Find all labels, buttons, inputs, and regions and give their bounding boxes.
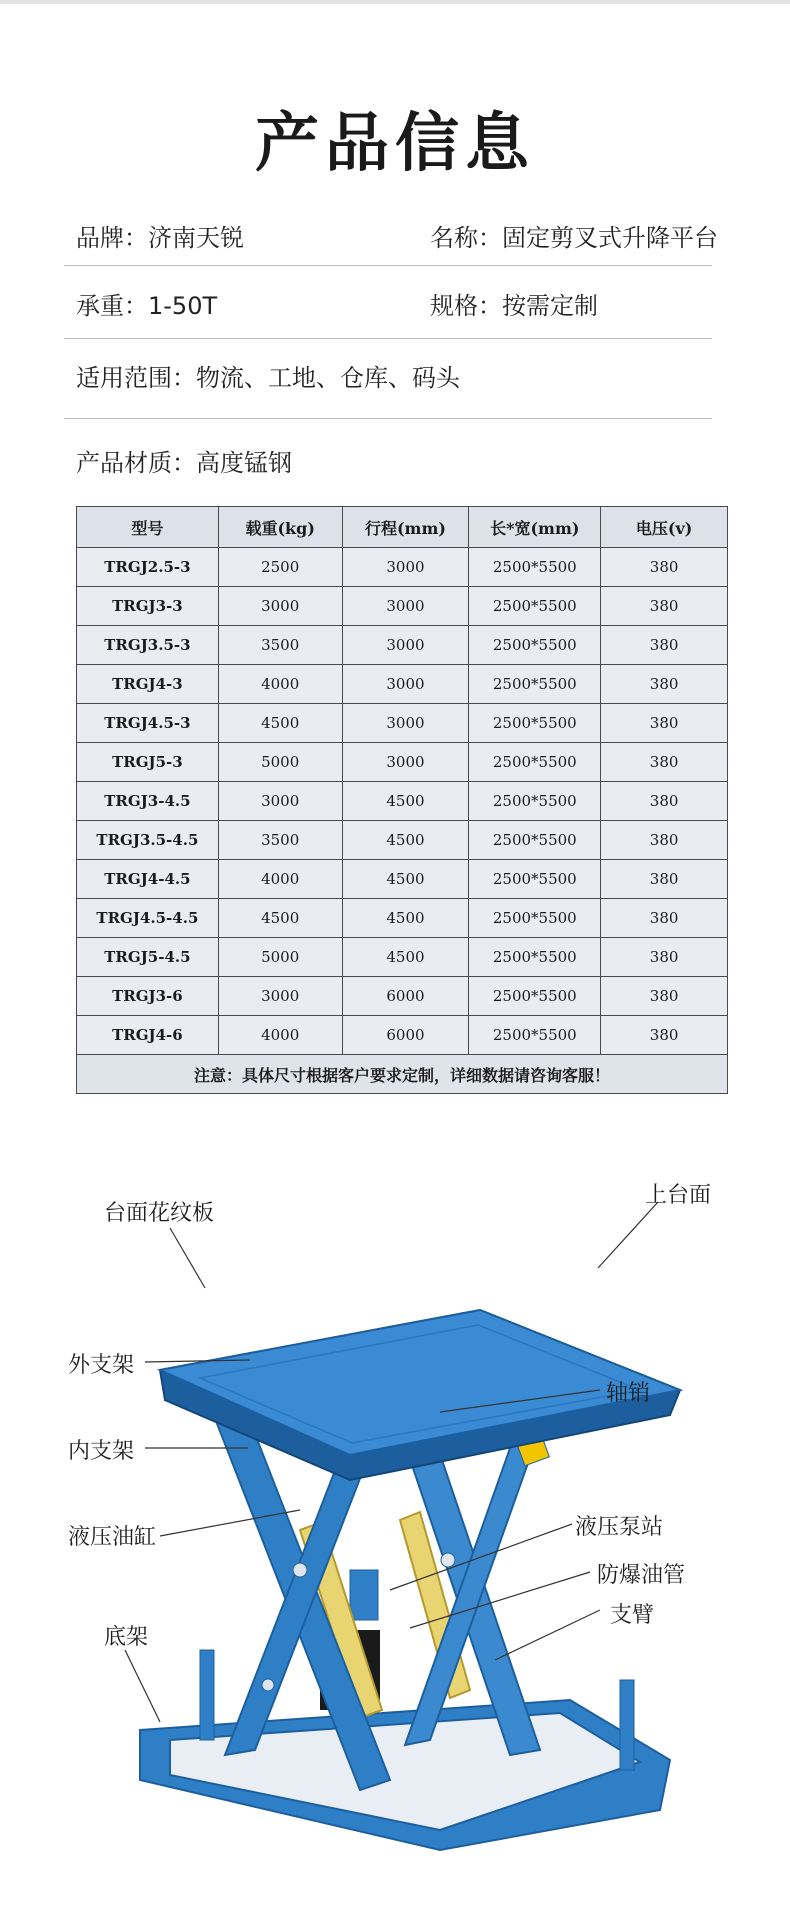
table-row: [77, 782, 728, 821]
cell-size: 2500*5500: [469, 1016, 601, 1055]
product-diagram: [0, 1150, 790, 1910]
info-row-material: [64, 443, 744, 483]
material-text: 产品材质：高度锰钢: [76, 449, 292, 477]
cell-voltage: 380: [601, 704, 728, 743]
table-row: [77, 899, 728, 938]
info-row-load: [64, 286, 744, 326]
base-post-right: [620, 1680, 634, 1770]
cell-stroke: 4500: [342, 821, 469, 860]
cell-model: TRGJ4.5-4.5: [77, 899, 219, 938]
cell-model: TRGJ4-4.5: [77, 860, 219, 899]
table-row: [77, 821, 728, 860]
info-row-brand: [64, 218, 744, 258]
top-divider-bar: [0, 0, 790, 4]
cell-load: 4000: [218, 665, 342, 704]
table-row: [77, 587, 728, 626]
cell-load: 4500: [218, 899, 342, 938]
table-row: [77, 860, 728, 899]
pin-joint: [441, 1553, 455, 1567]
label-arm: 支臂: [610, 1603, 655, 1628]
cell-size: 2500*5500: [469, 782, 601, 821]
cell-size: 2500*5500: [469, 860, 601, 899]
cell-load: 2500: [218, 548, 342, 587]
cell-size: 2500*5500: [469, 548, 601, 587]
cell-voltage: 380: [601, 743, 728, 782]
table-row: [77, 626, 728, 665]
cell-load: 3000: [218, 977, 342, 1016]
cell-size: 2500*5500: [469, 977, 601, 1016]
cell-model: TRGJ3-4.5: [77, 782, 219, 821]
cell-stroke: 3000: [342, 743, 469, 782]
header-stroke: 行程(mm): [342, 507, 469, 548]
spec-text: 规格：按需定制: [430, 292, 598, 320]
cell-stroke: 4500: [342, 782, 469, 821]
cell-size: 2500*5500: [469, 938, 601, 977]
cell-stroke: 6000: [342, 1016, 469, 1055]
table-row: [77, 977, 728, 1016]
cell-voltage: 380: [601, 665, 728, 704]
base-post-left: [200, 1650, 214, 1740]
table-row: [77, 743, 728, 782]
cell-load: 4500: [218, 704, 342, 743]
cell-stroke: 4500: [342, 899, 469, 938]
cell-stroke: 4500: [342, 938, 469, 977]
cell-size: 2500*5500: [469, 704, 601, 743]
cell-voltage: 380: [601, 860, 728, 899]
cell-load: 3000: [218, 587, 342, 626]
cell-load: 5000: [218, 938, 342, 977]
cell-model: TRGJ4-3: [77, 665, 219, 704]
cell-size: 2500*5500: [469, 743, 601, 782]
header-model: 型号: [77, 507, 219, 548]
header-load: 载重(kg): [218, 507, 342, 548]
cell-load: 4000: [218, 1016, 342, 1055]
label-outer-frame: 外支架: [68, 1353, 135, 1378]
table-row: [77, 938, 728, 977]
info-row-scope: [64, 358, 744, 398]
cell-size: 2500*5500: [469, 821, 601, 860]
pin-joint: [262, 1679, 274, 1691]
load-text: 承重：1-50T: [76, 292, 218, 320]
table-row: [77, 548, 728, 587]
cell-voltage: 380: [601, 938, 728, 977]
label-cylinder: 液压油缸: [68, 1525, 157, 1550]
cell-voltage: 380: [601, 782, 728, 821]
cell-voltage: 380: [601, 626, 728, 665]
table-row: [77, 665, 728, 704]
page-title: 产品信息: [255, 107, 535, 181]
cell-voltage: 380: [601, 899, 728, 938]
cell-voltage: 380: [601, 548, 728, 587]
table-note-row: [77, 1055, 728, 1094]
cell-model: TRGJ5-3: [77, 743, 219, 782]
cell-voltage: 380: [601, 1016, 728, 1055]
cell-stroke: 4500: [342, 860, 469, 899]
table-note: 注意：具体尺寸根据客户要求定制，详细数据请咨询客服！: [77, 1055, 728, 1094]
label-pump-station: 液压泵站: [575, 1515, 664, 1540]
cell-voltage: 380: [601, 587, 728, 626]
cell-model: TRGJ4.5-3: [77, 704, 219, 743]
label-deck-plate: 台面花纹板: [104, 1201, 215, 1226]
cell-stroke: 3000: [342, 548, 469, 587]
header-size: 长*宽(mm): [469, 507, 601, 548]
table-body: [77, 548, 728, 1055]
cell-size: 2500*5500: [469, 899, 601, 938]
cell-stroke: 3000: [342, 626, 469, 665]
header-voltage: 电压(v): [601, 507, 728, 548]
cell-size: 2500*5500: [469, 626, 601, 665]
cell-model: TRGJ5-4.5: [77, 938, 219, 977]
cell-model: TRGJ3.5-4.5: [77, 821, 219, 860]
table-row: [77, 1016, 728, 1055]
cell-load: 3000: [218, 782, 342, 821]
label-pin: 轴销: [606, 1381, 651, 1406]
cell-stroke: 3000: [342, 704, 469, 743]
label-hose: 防爆油管: [597, 1563, 686, 1588]
cell-model: TRGJ3-3: [77, 587, 219, 626]
pin-joint: [293, 1563, 307, 1577]
cell-size: 2500*5500: [469, 587, 601, 626]
divider: [64, 265, 712, 266]
cell-load: 5000: [218, 743, 342, 782]
cell-stroke: 3000: [342, 665, 469, 704]
cell-model: TRGJ2.5-3: [77, 548, 219, 587]
cell-voltage: 380: [601, 821, 728, 860]
cell-model: TRGJ3-6: [77, 977, 219, 1016]
cell-model: TRGJ4-6: [77, 1016, 219, 1055]
table-header-row: [77, 507, 728, 548]
product-name-text: 名称：固定剪叉式升降平台: [430, 224, 718, 252]
label-base: 底架: [104, 1625, 149, 1650]
divider: [64, 418, 712, 419]
cell-size: 2500*5500: [469, 665, 601, 704]
cell-model: TRGJ3.5-3: [77, 626, 219, 665]
brand-text: 品牌：济南天锐: [76, 224, 244, 252]
cell-load: 3500: [218, 821, 342, 860]
spec-table: [76, 506, 728, 1094]
label-top-platform: 上台面: [645, 1183, 712, 1208]
table-row: [77, 704, 728, 743]
pump-motor-shape: [350, 1570, 378, 1620]
cell-stroke: 3000: [342, 587, 469, 626]
label-inner-frame: 内支架: [68, 1439, 135, 1464]
cell-voltage: 380: [601, 977, 728, 1016]
cell-load: 4000: [218, 860, 342, 899]
cell-stroke: 6000: [342, 977, 469, 1016]
scope-text: 适用范围：物流、工地、仓库、码头: [76, 364, 460, 392]
divider: [64, 338, 712, 339]
cell-load: 3500: [218, 626, 342, 665]
